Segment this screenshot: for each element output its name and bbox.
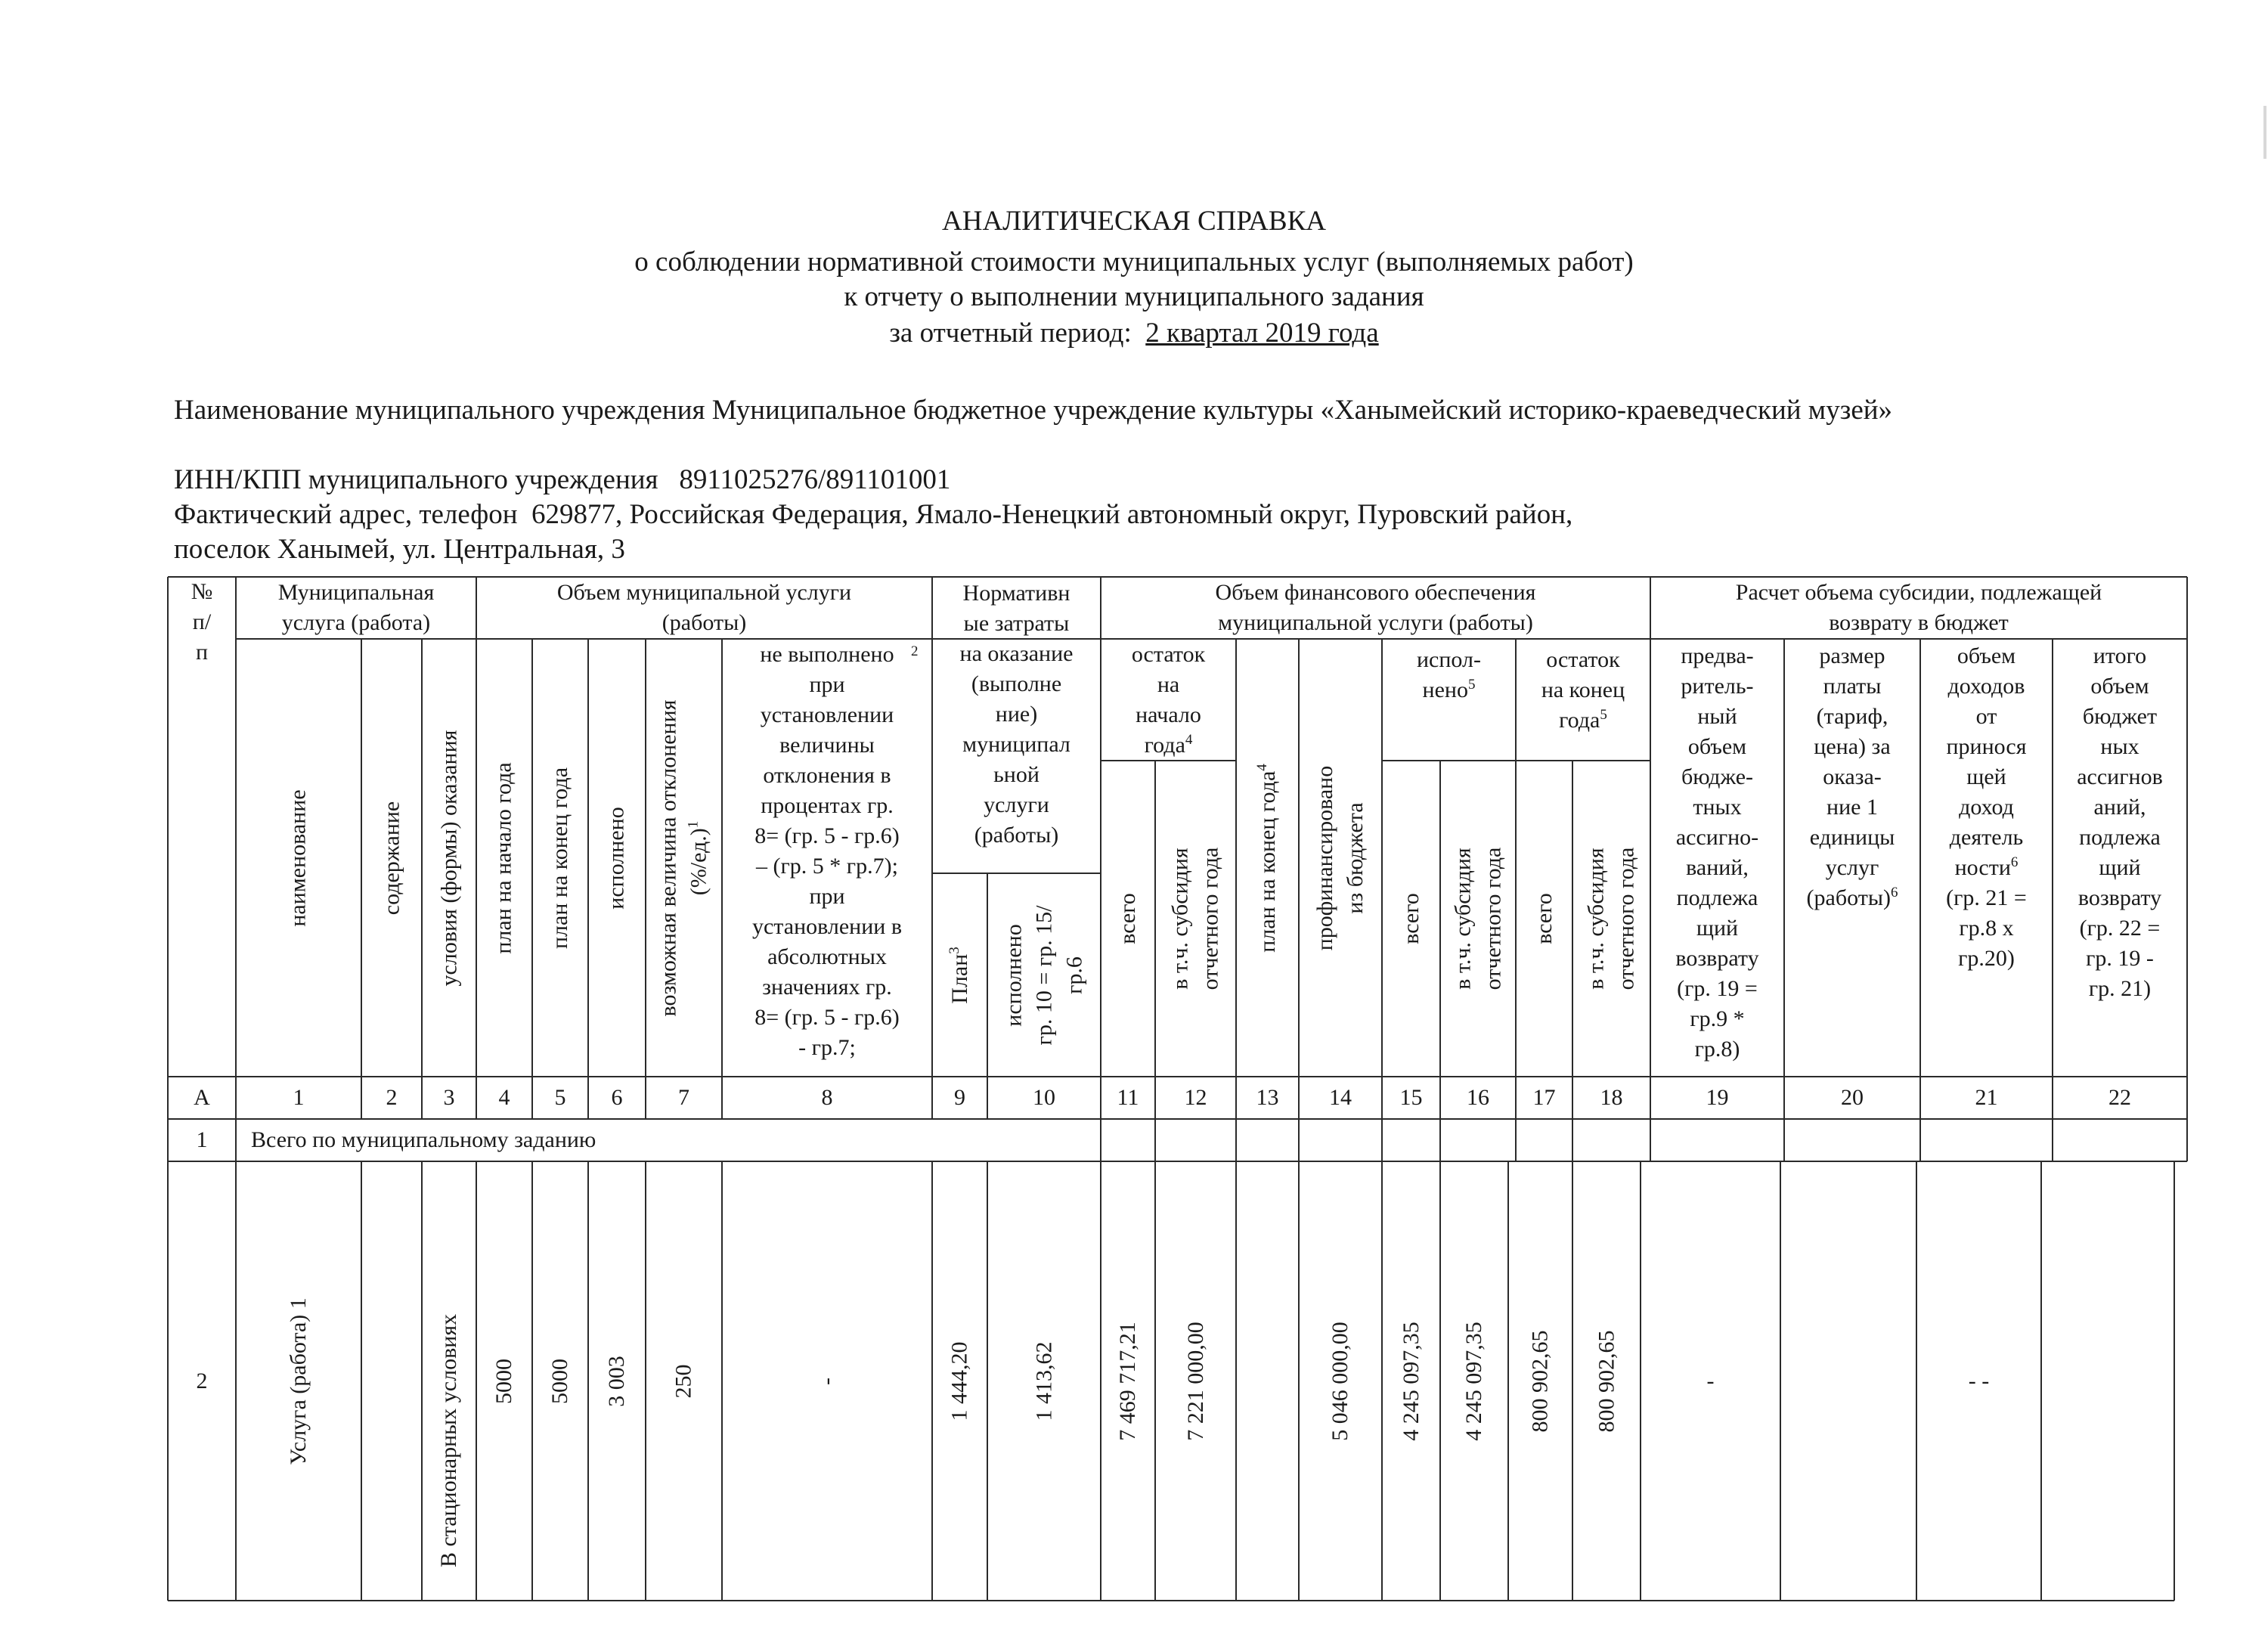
colnum-15: 15: [1399, 1085, 1423, 1110]
colnum-11: 11: [1117, 1085, 1139, 1110]
colnum-12: 12: [1184, 1085, 1207, 1110]
footnote-c8: 2: [911, 643, 919, 659]
colnum-6: 6: [611, 1085, 623, 1110]
cell-executed: 3 003: [604, 1355, 629, 1407]
cell-plan-start: 5000: [491, 1358, 516, 1404]
footnote-c15: 5: [1467, 677, 1476, 693]
service-conditions: В стационарных условиях: [436, 1313, 461, 1567]
footnote-c13: 4: [1253, 763, 1270, 771]
footnote-c17: 5: [1600, 707, 1607, 723]
colnum-13: 13: [1256, 1085, 1279, 1110]
cell-norm-plan: 1 444,20: [947, 1341, 972, 1421]
colnum-20: 20: [1841, 1085, 1864, 1110]
header-c14: профинансировано из бюджета: [1312, 765, 1368, 950]
colnum-9: 9: [954, 1085, 965, 1110]
header-c12: в т.ч. субсидия отчетного года: [1167, 847, 1223, 990]
cell-fee: [1780, 1161, 1916, 1601]
total-row-num: 1: [196, 1127, 208, 1152]
colnum-19: 19: [1706, 1085, 1729, 1110]
period-value: 2 квартал 2019 года: [1145, 318, 1379, 349]
header-c8: не выполнено при установлении величины отклонения в процентах гр. 8= (гр. 5 - гр.6) – (гр. 5 * гр.7); при установлении в абсолютных значениях гр. 8= (гр. 5 - гр.6) - гр.7;: [751, 642, 903, 1060]
cell-financed: 5 046 000,00: [1328, 1321, 1352, 1441]
header-finance-group: Объем финансового обеспечения муниципальной услуги (работы): [1215, 580, 1536, 635]
colnum-14: 14: [1329, 1085, 1352, 1110]
cell-remain-start-total: 7 469 717,21: [1115, 1321, 1140, 1441]
cell-deviation: 250: [671, 1364, 696, 1398]
period-label: за отчетный период:: [889, 318, 1132, 349]
inn-label: ИНН/КПП муниципального учреждения: [174, 464, 658, 495]
colnum-16: 16: [1467, 1085, 1489, 1110]
cell-not-executed: -: [814, 1377, 839, 1385]
colnum-10: 10: [1033, 1085, 1055, 1110]
colnum-8: 8: [821, 1085, 833, 1110]
cell-executed-subsidy: 4 245 097,35: [1461, 1321, 1486, 1441]
doc-subtitle-2: к отчету о выполнении муниципального задания: [844, 281, 1424, 312]
institution-name-value: Муниципальное бюджетное учреждение культуры «Ханымейский историко-краеведческий музей»: [711, 395, 1893, 426]
institution-address-2: поселок Ханымей, ул. Центральная, 3: [174, 534, 625, 565]
address-line-1: 629877, Российская Федерация, Ямало-Ненецкий автономный округ, Пуровский район,: [531, 499, 1573, 530]
institution-name-label: Наименование муниципального учреждения: [174, 395, 705, 426]
header-c21: объем доходов от принося щей доход деятель ности$^6$ (гр. 21 = гр.8 х гр.20): [1946, 643, 2027, 971]
header-c17: всего: [1531, 893, 1557, 944]
header-volume-group: Объем муниципальной услуги (работы): [556, 580, 852, 635]
footnote-c7: 1: [685, 820, 702, 828]
colnum-4: 4: [498, 1085, 510, 1110]
total-row-label: Всего по муниципальному заданию: [251, 1127, 596, 1152]
cell-executed-total: 4 245 097,35: [1398, 1321, 1424, 1441]
row-num: 2: [196, 1368, 208, 1393]
cell-plan-end: 5000: [547, 1358, 572, 1404]
header-c15-group: испол- нено$^5$: [1417, 647, 1481, 702]
cell-prelim-return: -: [1706, 1368, 1715, 1393]
header-c2: содержание: [379, 801, 404, 915]
colnum-A: А: [194, 1085, 210, 1110]
header-service-group: Муниципальная услуга (работа): [277, 580, 435, 635]
colnum-5: 5: [554, 1085, 566, 1110]
header-c13: план на конец года$^4$: [1253, 763, 1280, 953]
header-c3: условия (формы) оказания: [436, 730, 462, 986]
colnum-22: 22: [2108, 1085, 2131, 1110]
header-c5: план на конец года: [547, 767, 573, 949]
colnum-18: 18: [1600, 1085, 1623, 1110]
service-name: Услуга (работа) 1: [286, 1297, 311, 1465]
footnote-c9: 3: [946, 946, 962, 954]
header-c10: исполнено гр. 10 = гр. 15/ гр.6: [1001, 905, 1086, 1045]
doc-subtitle: о соблюдении нормативной стоимости муниципальных услуг (выполняемых работ): [634, 246, 1634, 277]
header-c11: всего: [1114, 893, 1140, 944]
colnum-3: 3: [443, 1085, 455, 1110]
colnum-2: 2: [386, 1085, 398, 1110]
header-c19: предва- ритель- ный объем бюдже- тных ассигно- ваний, подлежа щий возврату (гр. 19 = гр.9 * гр.8): [1675, 643, 1759, 1062]
inn-value: 8911025276/891101001: [679, 464, 951, 495]
cell-income: - -: [1968, 1368, 1990, 1393]
header-c9: План$^3$: [946, 946, 972, 1004]
header-subsidy-group: Расчет объема субсидии, подлежащей возврату в бюджет: [1735, 580, 2102, 635]
header-c17-group: остаток на конец года$^5$: [1541, 647, 1625, 733]
header-c22: итого объем бюджет ных ассигнов аний, подлежа щий возврату (гр. 22 = гр. 19 - гр. 21): [2077, 643, 2163, 1001]
header-c7: возможная величина отклонения $(\%/ед.)^1$: [655, 699, 711, 1016]
header-normative-group: Нормативн ые затраты на оказание (выполне ние) муниципал ьной услуги (работы): [959, 581, 1074, 848]
header-c6: исполнено: [604, 806, 629, 910]
cell-plan-year-end: [1236, 1161, 1299, 1601]
colnum-1: 1: [293, 1085, 305, 1110]
header-c16: в т.ч. субсидия отчетного года: [1450, 847, 1505, 990]
header-c20: размер платы (тариф, цена) за оказа- ние 1 единицы услуг (работы)$^6$: [1806, 643, 1898, 910]
header-c4: план на начало года: [491, 761, 517, 954]
header-num: № п/ п: [191, 579, 213, 665]
colnum-17: 17: [1532, 1085, 1556, 1110]
header-c15: всего: [1398, 893, 1424, 944]
footnote-c11: 4: [1185, 731, 1193, 748]
cell-remain-end-total: 800 902,65: [1527, 1330, 1553, 1432]
service-content: [361, 1161, 422, 1601]
header-c1: наименование: [286, 789, 311, 927]
header-c18: в т.ч. субсидия отчетного года: [1583, 847, 1639, 990]
footnote-c20: 6: [1890, 885, 1898, 900]
cell-total-return: [2041, 1161, 2174, 1601]
address-label: Фактический адрес, телефон: [174, 499, 518, 530]
colnum-7: 7: [678, 1085, 689, 1110]
cell-norm-executed: 1 413,62: [1031, 1341, 1056, 1421]
footnote-c21: 6: [2010, 854, 2019, 870]
header-c11-group: остаток на начало года$^4$: [1131, 641, 1206, 758]
doc-title: АНАЛИТИЧЕСКАЯ СПРАВКА: [942, 206, 1326, 237]
cell-remain-end-subsidy: 800 902,65: [1594, 1330, 1619, 1432]
colnum-21: 21: [1975, 1085, 1998, 1110]
cell-remain-start-subsidy: 7 221 000,00: [1182, 1321, 1208, 1441]
